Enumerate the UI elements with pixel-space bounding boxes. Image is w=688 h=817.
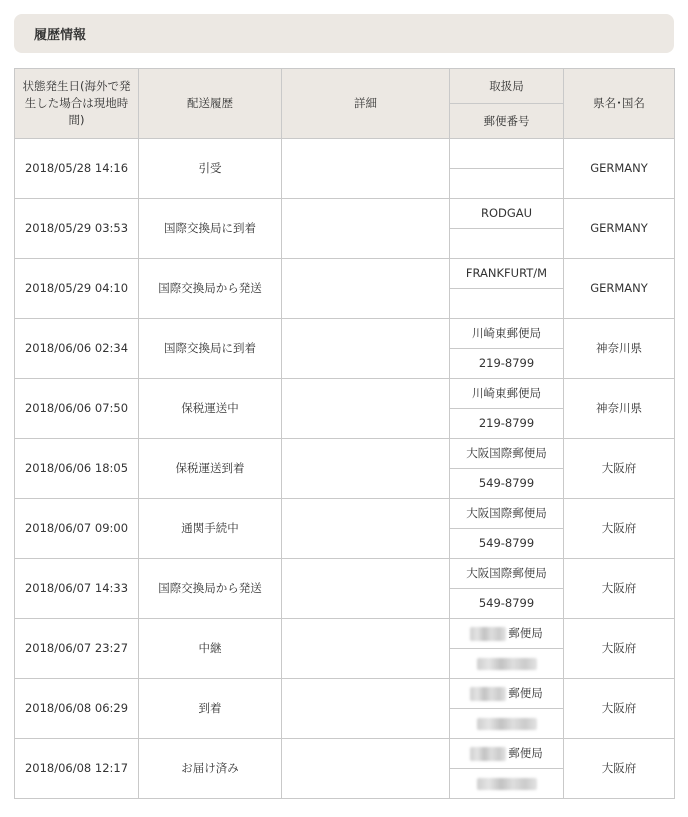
- cell-region: 神奈川県: [564, 379, 675, 439]
- office-label: 郵便局: [508, 746, 543, 760]
- cell-region: 大阪府: [564, 739, 675, 799]
- cell-office: 川崎東郵便局: [450, 379, 564, 409]
- cell-office: [450, 139, 564, 169]
- cell-office: 大阪国際郵便局: [450, 559, 564, 589]
- cell-detail: [282, 259, 450, 319]
- cell-region: 大阪府: [564, 619, 675, 679]
- table-header: [15, 69, 675, 139]
- cell-date: 2018/05/29 03:53: [15, 199, 139, 259]
- table-row: [15, 319, 675, 349]
- cell-date: 2018/06/08 06:29: [15, 679, 139, 739]
- header-detail: 詳細: [282, 69, 450, 139]
- table-row: [15, 499, 675, 529]
- cell-postal: [450, 169, 564, 199]
- redacted-postal-code: [477, 778, 537, 790]
- cell-detail: [282, 439, 450, 499]
- header-postal: 郵便番号: [450, 104, 564, 139]
- cell-status: 引受: [139, 139, 282, 199]
- cell-region: GERMANY: [564, 259, 675, 319]
- table-row: [15, 739, 675, 769]
- cell-status: 中継: [139, 619, 282, 679]
- cell-detail: [282, 499, 450, 559]
- office-label: 郵便局: [508, 686, 543, 700]
- cell-detail: [282, 559, 450, 619]
- cell-region: 大阪府: [564, 499, 675, 559]
- redacted-office-name: [470, 627, 506, 641]
- header-status: 配送履歴: [139, 69, 282, 139]
- table-row: [15, 619, 675, 649]
- cell-status: 国際交換局に到着: [139, 319, 282, 379]
- cell-region: GERMANY: [564, 139, 675, 199]
- cell-office: [450, 679, 564, 709]
- redacted-office-name: [470, 687, 506, 701]
- cell-detail: [282, 379, 450, 439]
- cell-region: 大阪府: [564, 679, 675, 739]
- cell-office: RODGAU: [450, 199, 564, 229]
- cell-postal: 219-8799: [450, 349, 564, 379]
- cell-region: GERMANY: [564, 199, 675, 259]
- cell-status: 到着: [139, 679, 282, 739]
- redacted-postal-code: [477, 718, 537, 730]
- cell-date: 2018/06/07 09:00: [15, 499, 139, 559]
- redacted-postal-code: [477, 658, 537, 670]
- cell-office: 大阪国際郵便局: [450, 499, 564, 529]
- table-row: [15, 559, 675, 589]
- cell-date: 2018/06/06 18:05: [15, 439, 139, 499]
- cell-postal: [450, 709, 564, 739]
- cell-detail: [282, 139, 450, 199]
- office-label: 郵便局: [508, 626, 543, 640]
- cell-status: お届け済み: [139, 739, 282, 799]
- table-row: [15, 439, 675, 469]
- cell-detail: [282, 199, 450, 259]
- cell-office: 川崎東郵便局: [450, 319, 564, 349]
- cell-status: 国際交換局から発送: [139, 559, 282, 619]
- cell-date: 2018/06/06 02:34: [15, 319, 139, 379]
- redacted-office-name: [470, 747, 506, 761]
- cell-postal: [450, 289, 564, 319]
- cell-postal: [450, 229, 564, 259]
- cell-date: 2018/05/29 04:10: [15, 259, 139, 319]
- cell-postal: 549-8799: [450, 589, 564, 619]
- cell-postal: 549-8799: [450, 469, 564, 499]
- cell-status: 保税運送中: [139, 379, 282, 439]
- cell-office: 大阪国際郵便局: [450, 439, 564, 469]
- table-row: [15, 679, 675, 709]
- cell-date: 2018/06/06 07:50: [15, 379, 139, 439]
- table-row: [15, 379, 675, 409]
- header-date: 状態発生日(海外で発生した場合は現地時間): [15, 69, 139, 139]
- table-row: [15, 199, 675, 229]
- cell-detail: [282, 739, 450, 799]
- cell-detail: [282, 319, 450, 379]
- cell-date: 2018/06/07 23:27: [15, 619, 139, 679]
- cell-office: [450, 739, 564, 769]
- cell-date: 2018/05/28 14:16: [15, 139, 139, 199]
- cell-region: 大阪府: [564, 559, 675, 619]
- cell-office: [450, 619, 564, 649]
- header-region: 県名･国名: [564, 69, 675, 139]
- cell-date: 2018/06/08 12:17: [15, 739, 139, 799]
- cell-region: 神奈川県: [564, 319, 675, 379]
- cell-date: 2018/06/07 14:33: [15, 559, 139, 619]
- cell-status: 通関手続中: [139, 499, 282, 559]
- cell-detail: [282, 619, 450, 679]
- cell-region: 大阪府: [564, 439, 675, 499]
- cell-status: 国際交換局から発送: [139, 259, 282, 319]
- cell-detail: [282, 679, 450, 739]
- table-body: [15, 139, 675, 799]
- cell-status: 国際交換局に到着: [139, 199, 282, 259]
- cell-office: FRANKFURT/M: [450, 259, 564, 289]
- tracking-history-table: [14, 68, 675, 799]
- table-row: [15, 259, 675, 289]
- cell-postal: [450, 769, 564, 799]
- cell-postal: [450, 649, 564, 679]
- cell-postal: 549-8799: [450, 529, 564, 559]
- cell-status: 保税運送到着: [139, 439, 282, 499]
- header-office: 取扱局: [450, 69, 564, 104]
- section-title: 履歴情報: [14, 14, 674, 53]
- table-row: [15, 139, 675, 169]
- cell-postal: 219-8799: [450, 409, 564, 439]
